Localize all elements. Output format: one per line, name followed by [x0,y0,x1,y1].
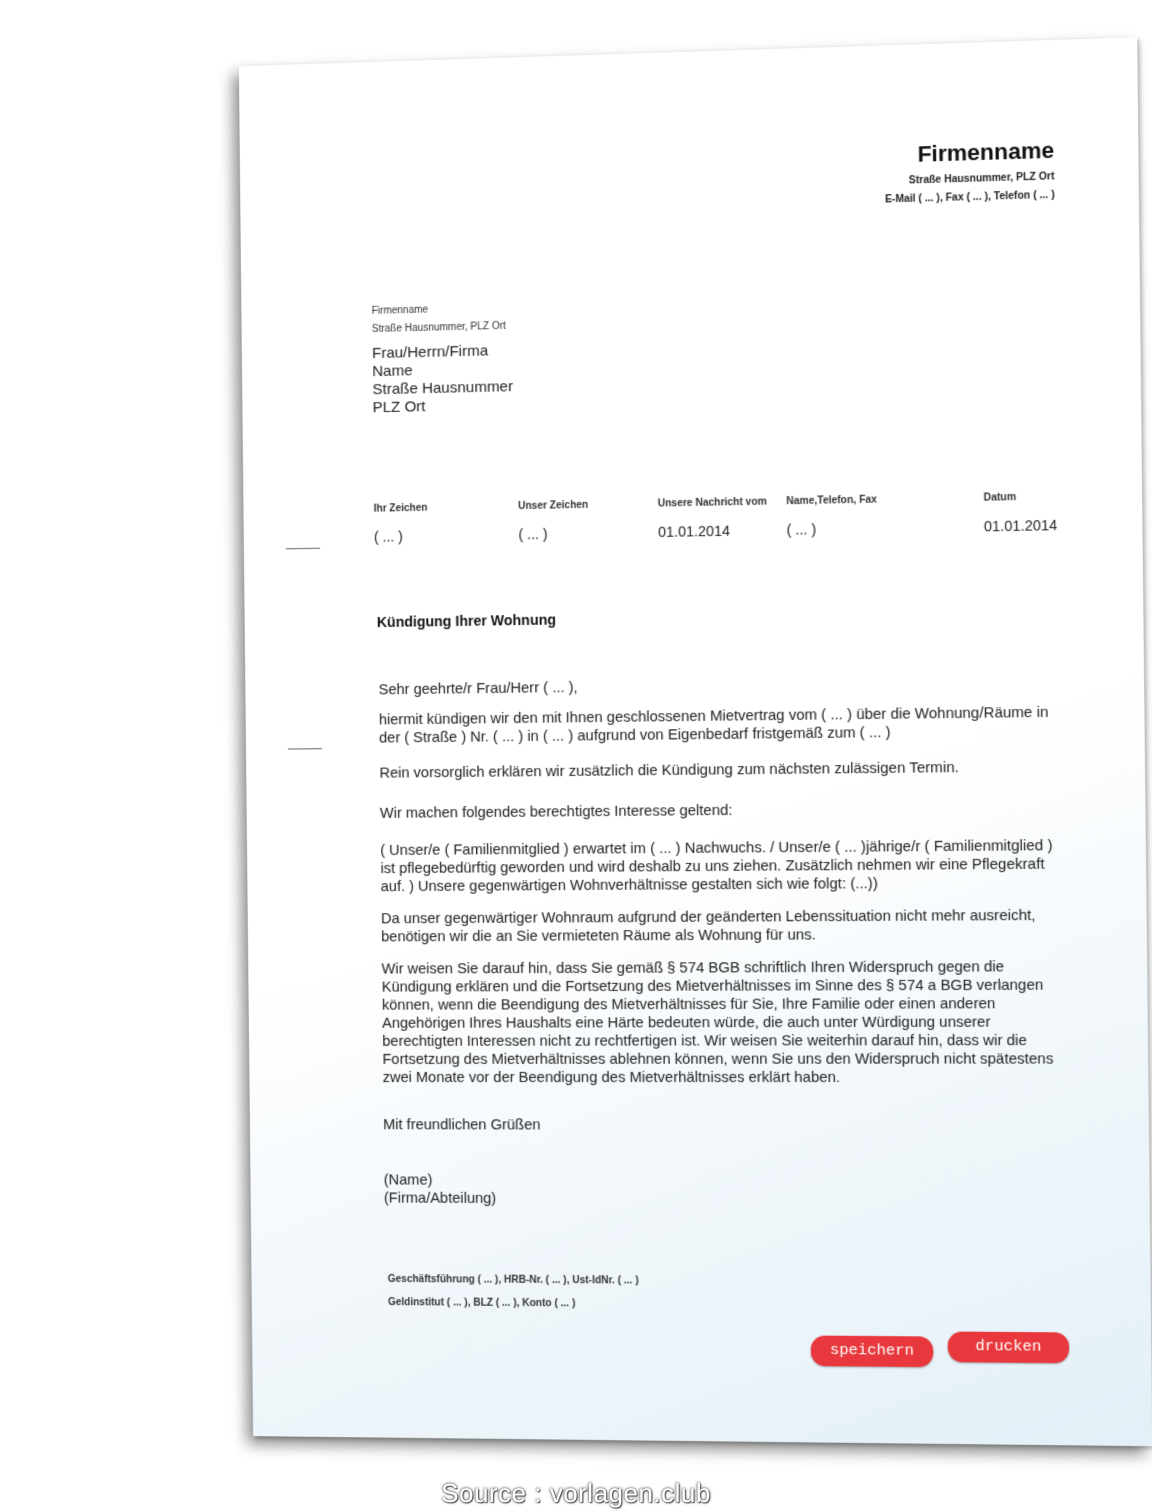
datum-label: Datum [983,491,1017,504]
datum-value: 01.01.2014 [983,516,1058,535]
sender-address: Straße Hausnummer, PLZ Ort [371,320,506,336]
source-caption: Source : vorlagen.club [441,1478,711,1508]
kontakt-value: ( ... ) [786,521,817,538]
paragraph-3: Wir machen folgendes berechtigtes Interesse geltend: [379,802,733,822]
nachricht-value: 01.01.2014 [658,522,731,540]
salutation: Sehr geehrte/r Frau/Herr ( ... ), [378,679,578,699]
paragraph-1: hiermit kündigen wir den mit Ihnen geschlossenen Mietvertrag vom ( ... ) über die Wohnung/Räume in der ( Straße ) Nr. ( ... ) in ( ... ) aufgrund von Eigenbedarf fristgemäß zum ( ... ) [378,704,1049,747]
ihr-zeichen-value: ( ... ) [373,528,404,545]
company-name: Firmenname [917,137,1055,167]
footer-line-1: Geschäftsführung ( ... ), HRB-Nr. ( ... ), Ust-IdNr. ( ... ) [387,1273,639,1287]
paragraph-4: ( Unser/e ( Familienmitglied ) erwartet im ( ... ) Nachwuchs. / Unser/e ( ... )jährige/r ( Familienmitglied ) ist pflegebedürftig geworden und wird deshalb zu uns ziehen. Zusätzlich nehmen wir eine Pflegekraft auf. ) Unsere gegenwärtigen Wohnverhältnisse gestalten sich wie folgt: (...)) [380,837,1053,896]
recipient-line-2: Name [372,362,413,381]
letter-subject: Kündigung Ihrer Wohnung [376,611,557,631]
paragraph-5: Da unser gegenwärtiger Wohnraum aufgrund der geänderten Lebenssituation nicht mehr ausreicht, benötigen wir die an Sie vermieteten Räume als Wohnung für uns. [380,907,1036,946]
paragraph-6: Wir weisen Sie darauf hin, dass Sie gemäß § 574 BGB schriftlich Ihren Widerspruch gegen die Kündigung erklären und die Fortsetzung des Mietverhältnisses im Sinne des § 574 a BGB verlangen können, wenn die Beendigung des Mietverhältnisses für Sie, Ihre Familie oder einen anderen Angehörigen Ihres Haushalts eine Härte bedeuten würde, die auch unter Würdigung unserer berechtigten Interessen nicht zu rechtfertigen ist. Wir weisen Sie weiterhin darauf hin, dass wir die Fortsetzung des Mietverhältnisses ablehnen können, wenn Sie uns den Widerspruch nicht spätestens zwei Monate vor der Beendigung des Mietverhältnisses erklärt haben. [381,959,1054,1087]
company-contact: E-Mail ( ... ), Fax ( ... ), Telefon ( ... ) [884,189,1055,206]
ihr-zeichen-label: Ihr Zeichen [373,502,428,515]
closing: Mit freundlichen Grüßen [383,1117,541,1134]
recipient-line-1: Frau/Herrn/Firma [371,342,489,363]
save-button[interactable]: speichern [811,1336,934,1368]
fold-mark [288,748,322,749]
unser-zeichen-value: ( ... ) [518,525,548,543]
signature-department: (Firma/Abteilung) [383,1190,497,1208]
paragraph-2: Rein vorsorglich erklären wir zusätzlich die Kündigung zum nächsten zulässigen Termin. [379,759,959,782]
company-address: Straße Hausnummer, PLZ Ort [908,171,1055,187]
fold-mark [286,548,320,550]
unser-zeichen-label: Unser Zeichen [518,499,589,513]
kontakt-label: Name,Telefon, Fax [786,494,878,508]
footer-line-2: Geldinstitut ( ... ), BLZ ( ... ), Konto ( ... ) [387,1296,576,1310]
nachricht-label: Unsere Nachricht vom [657,496,767,510]
print-button[interactable]: drucken [948,1331,1070,1363]
recipient-line-4: PLZ Ort [372,398,426,417]
recipient-line-3: Straße Hausnummer [372,378,514,399]
sender-name: Firmenname [371,304,429,317]
signature-name: (Name) [383,1172,433,1189]
letter-page [239,37,1152,1446]
recipient-block [372,342,513,418]
